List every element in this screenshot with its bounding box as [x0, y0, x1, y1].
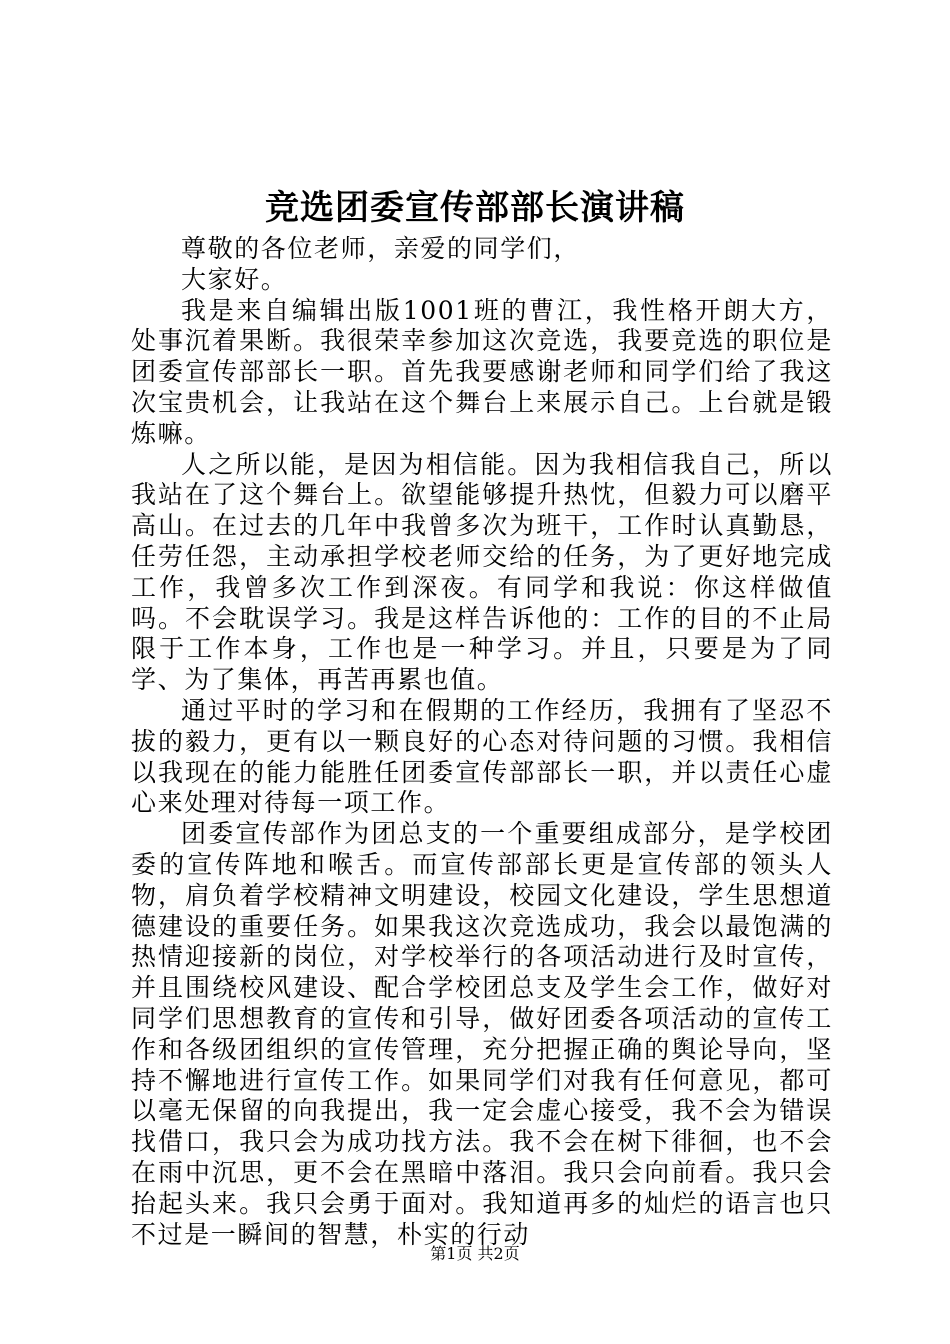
page-number: 第1页 共2页: [430, 1244, 520, 1263]
paragraph-introduction: 我是来自编辑出版1001班的曹江，我性格开朗大方，处事沉着果断。我很荣幸参加这次竞选，我要竞选的职位是团委宣传部部长一职。首先我要感谢老师和同学们给了我这次宝贵机会，让我站在这个舞台上来展示自己。上台就是锻炼嘛。: [131, 295, 833, 448]
document-title: 竞选团委宣传部部长演讲稿: [265, 188, 685, 228]
paragraph-hello: 大家好。: [181, 264, 288, 294]
paragraph-greeting: 尊敬的各位老师，亲爱的同学们，: [181, 234, 581, 263]
paragraph-experience: 通过平时的学习和在假期的工作经历，我拥有了坚忍不拔的毅力，更有以一颗良好的心态对待问题的习惯。我相信以我现在的能力能胜任团委宣传部部长一职，并以责任心虚心来处理对待每一项工作。: [131, 695, 833, 818]
paragraph-confidence: 人之所以能，是因为相信能。因为我相信我自己，所以我站在了这个舞台上。欲望能够提升热忱，但毅力可以磨平高山。在过去的几年中我曾多次为班干，工作时认真勤恳，任劳任怨，主动承担学校老师交给的任务，为了更好地完成工作，我曾多次工作到深夜。有同学和我说：你这样做值吗。不会耽误学习。我是这样告诉他的：工作的目的不止局限于工作本身，工作也是一种学习。并且，只要是为了同学、为了集体，再苦再累也值。: [131, 449, 833, 695]
paragraph-plan: 团委宣传部作为团总支的一个重要组成部分，是学校团委的宣传阵地和喉舌。而宣传部部长更是宣传部的领头人物，肩负着学校精神文明建设，校园文化建设，学生思想道德建设的重要任务。如果我这次竞选成功，我会以最饱满的热情迎接新的岗位，对学校举行的各项活动进行及时宣传，并且围绕校风建设、配合学校团总支及学生会工作，做好对同学们思想教育的宣传和引导，做好团委各项活动的宣传工作和各级团组织的宣传管理，充分把握正确的舆论导向，坚持不懈地进行宣传工作。如果同学们对我有任何意见，都可以毫无保留的向我提出，我一定会虚心接受，我不会为错误找借口，我只会为成功找方法。我不会在树下徘徊，也不会在雨中沉思，更不会在黑暗中落泪。我只会向前看。我只会抬起头来。我只会勇于面对。我知道再多的灿烂的语言也只不过是一瞬间的智慧，朴实的行动: [131, 819, 833, 1249]
document-body: [131, 234, 833, 1250]
